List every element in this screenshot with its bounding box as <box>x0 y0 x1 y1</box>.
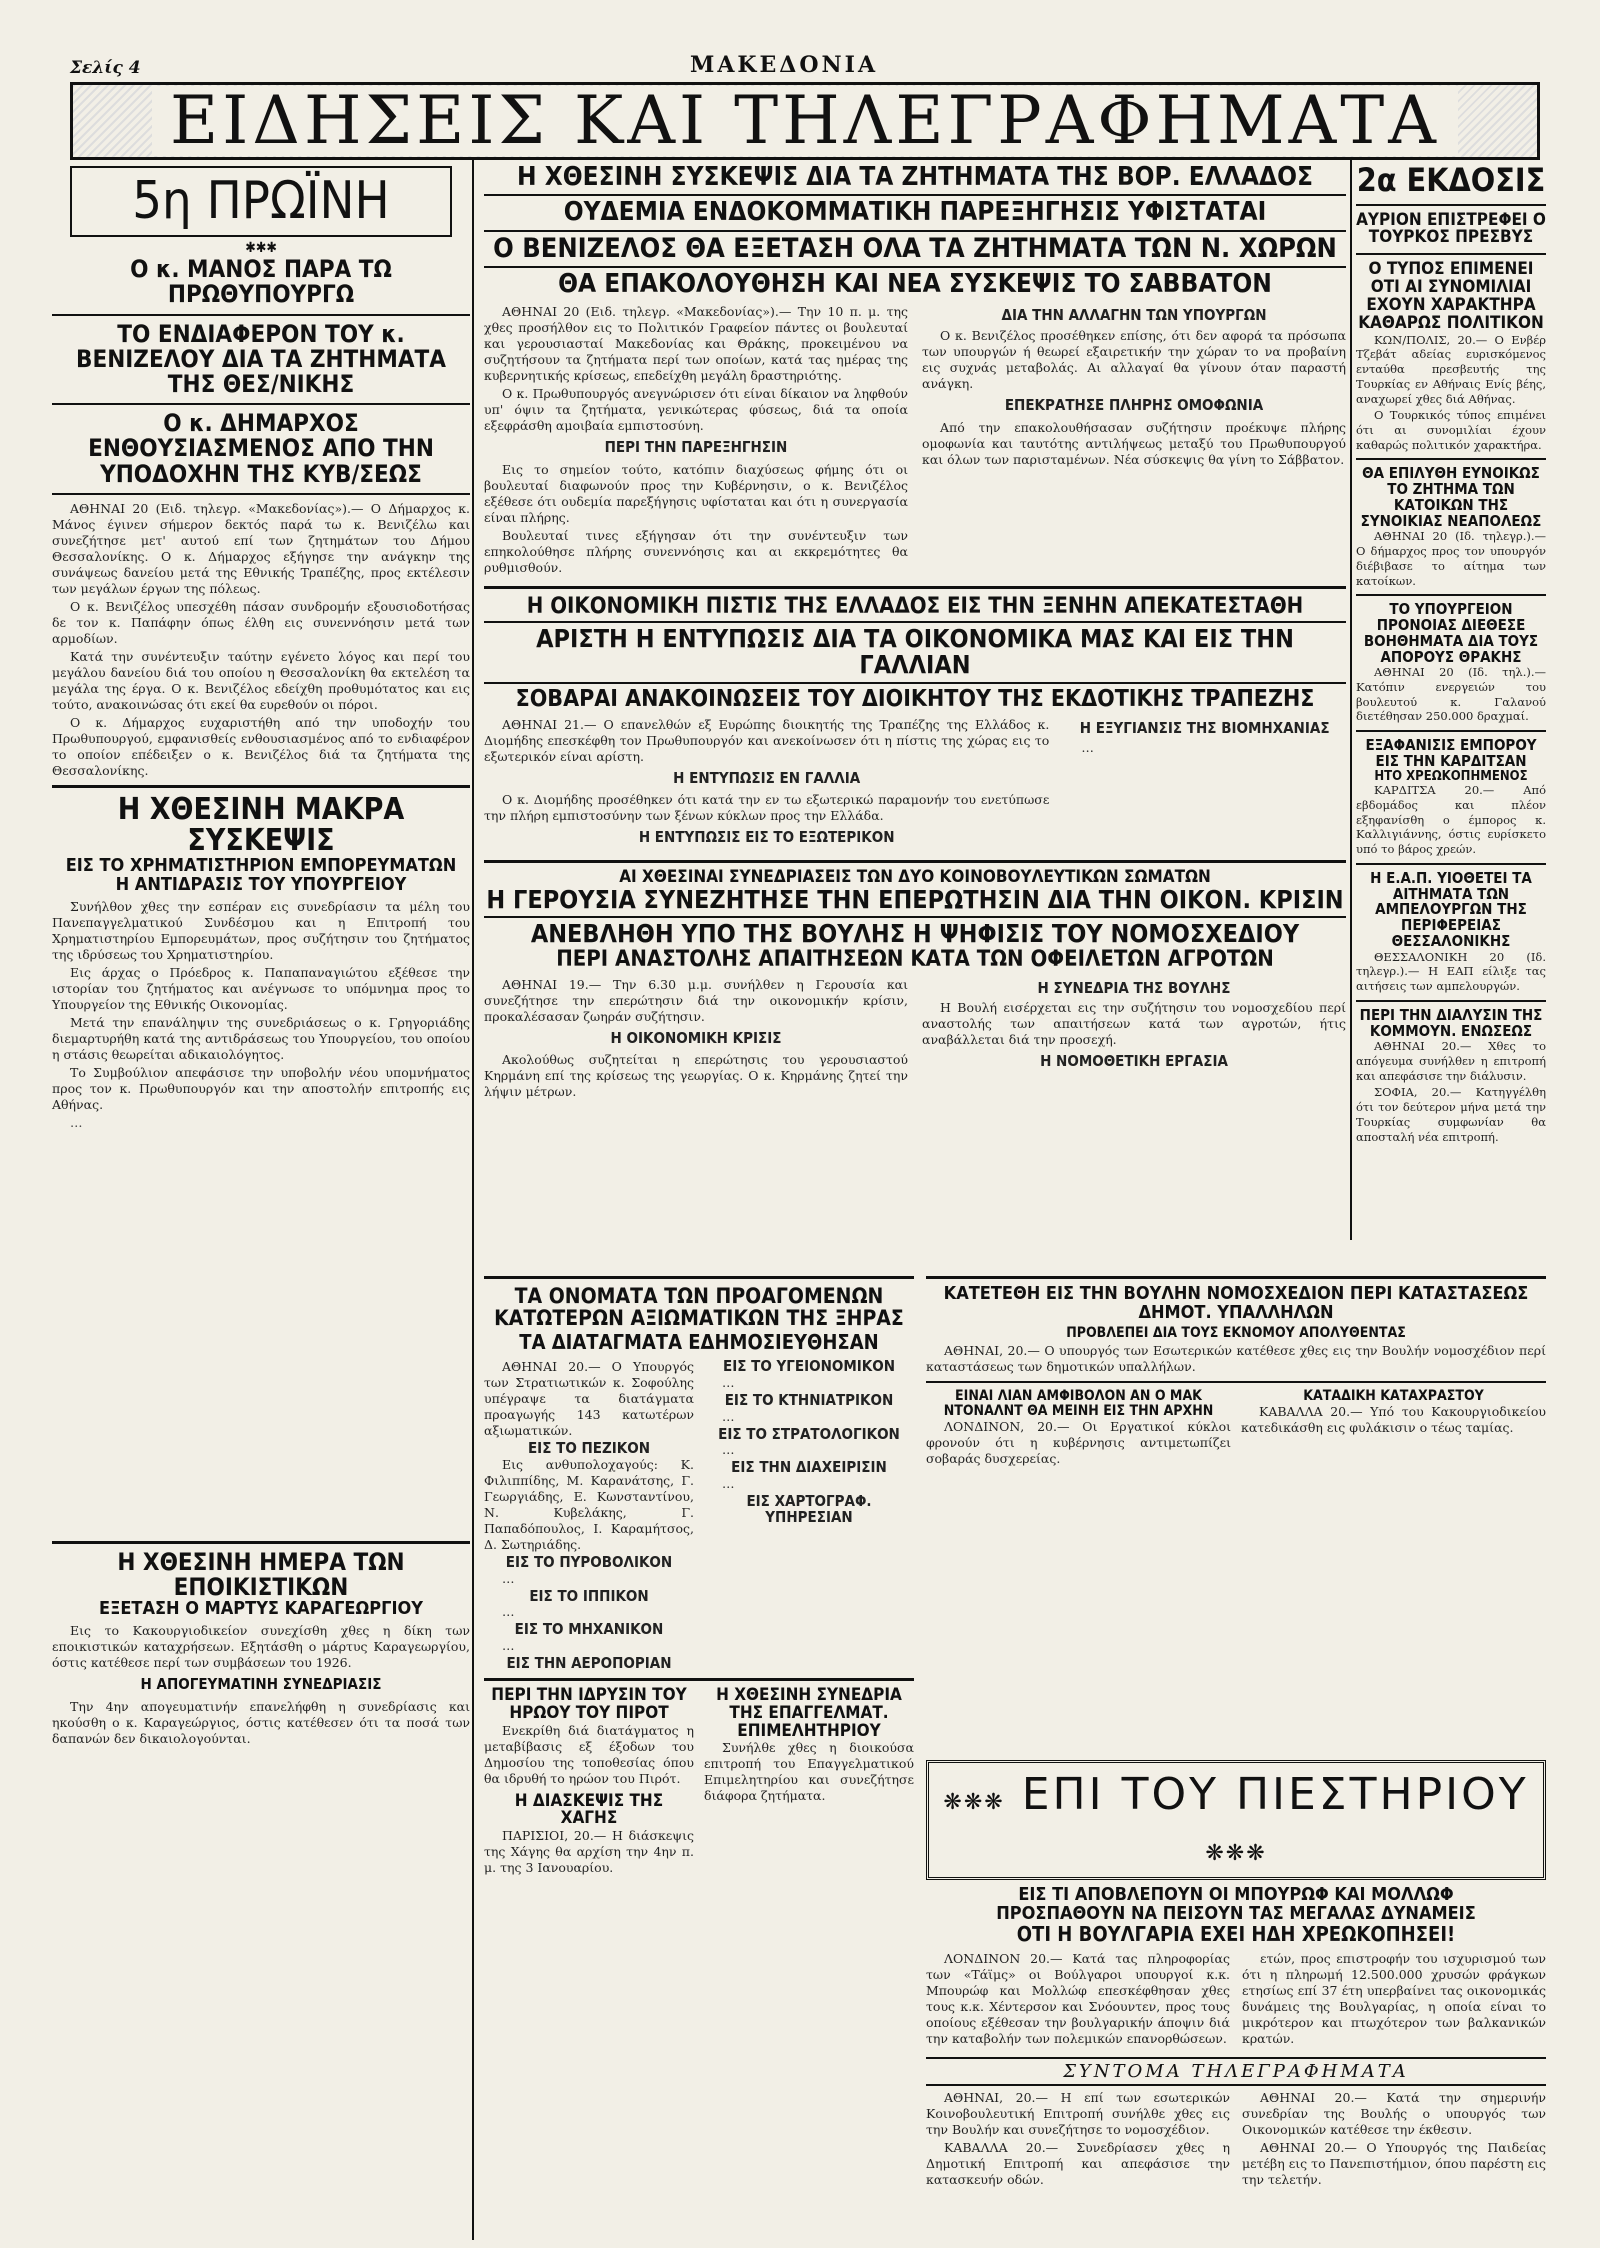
short-telegrams-header: ΣΥΝΤΟΜΑ ΤΗΛΕΓΡΑΦΗΜΑΤΑ <box>926 2057 1546 2086</box>
article-meeting-col2: ΔΙΑ ΤΗΝ ΑΛΛΑΓΗΝ ΤΩΝ ΥΠΟΥΡΓΩΝ Ο κ. Βενιζέλος προσέθηκεν επίσης, ότι δεν αφορά τα πρόσωπα των υπουργών ή θεωρεί εξαιρετικήν την χώραν το να προβαίνη εις συχνάς μεταβολάς. Αι αλλαγαί θα γίνουν όταν παραστή ανάγκη. ΕΠΕΚΡΑΤΗΣΕ ΠΛΗΡΗΣ ΟΜΟΦΩΝΙΑ Από την επακολουθήσασαν συζήτησιν προέκυψε πλήρης ομοφωνία και ταυτότης αντιλήψεως μεταξύ του Πρωθυπουργού και όλων των παρισταμένων. Νέα σύσκεψις θα γίνη το Σάββατον. <box>922 306 1346 467</box>
article-senate-col2: Η ΣΥΝΕΔΡΙΑ ΤΗΣ ΒΟΥΛΗΣ Η Βουλή εισέρχεται εις την συζήτησιν του νομοσχεδίου περί αναστολής των απαιτήσεων κατά των αγροτών, ήτις αναβάλλεται διά την προσεχή. Η ΝΟΜΟΘΕΤΙΚΗ ΕΡΓΑΣΙΑ <box>922 978 1346 1071</box>
headline-mayor: Ο κ. ΔΗΜΑΡΧΟΣ ΕΝΘΟΥΣΙΑΣΜΕΝΟΣ ΑΠΟ ΤΗΝ ΥΠΟΔΟΧΗΝ ΤΗΣ ΚΥΒ/ΣΕΩΣ <box>88 409 434 488</box>
article-credit-body: ΑΘΗΝΑΙ 21.— Ο επανελθών εξ Ευρώπης διοικητής της Τραπέζης της Ελλάδος κ. Διομήδης επεσκέφθη τον Πρωθυπουργόν και ανεκοίνωσεν ότι η πίστις της χώρας εις το εξωτερικόν είναι αρίστη. Η ΕΝΤΥΠΩΣΙΣ ΕΝ ΓΑΛΛΙΑ Ο κ. Διομήδης προσέθηκεν ότι κατά την εν τω εξωτερικώ παραμονήν του ενετύπωσε την πλήρη εμπιστοσύνην των ξένων κύκλων προς την Ελλάδα. Η ΕΝΤΥΠΩΣΙΣ ΕΙΣ ΤΟ ΕΞΩΤΕΡΙΚΟΝ <box>484 716 1050 847</box>
article-welfare: ΑΘΗΝΑΙ 20 (Ιδ. τηλ.).— Κατόπιν ενεργειών του βουλευτού κ. Γαλανού διετέθησαν 250.000 δραχμαί. <box>1356 665 1546 724</box>
headline-hague: Η ΔΙΑΣΚΕΨΙΣ ΤΗΣ ΧΑΓΗΣ <box>514 1790 664 1829</box>
headline-settlement-trial: Η ΧΘΕΣΙΝΗ ΗΜΕΡΑ ΤΩΝ ΕΠΟΙΚΙΣΤΙΚΩΝ <box>117 1547 405 1601</box>
article-embezzler: ΚΑΒΑΛΛΑ 20.— Υπό του Κακουργιοδικείου κατεδικάσθη εις φυλάκισιν ο τέως ταμίας. <box>1241 1404 1546 1436</box>
subhead-ministry-reaction: Η ΑΝΤΙΔΡΑΣΙΣ ΤΟΥ ΥΠΟΥΡΓΕΙΟΥ <box>115 873 407 895</box>
press-banner: ❋❋❋ ΕΠΙ ΤΟΥ ΠΙΕΣΤΗΡΙΟΥ ❋❋❋ <box>926 1760 1546 1880</box>
headline-promoted-officers: ΤΑ ΟΝΟΜΑΤΑ ΤΩΝ ΠΡΟΑΓΟΜΕΝΩΝ ΚΑΤΩΤΕΡΩΝ ΑΞΙΩΜΑΤΙΚΩΝ ΤΗΣ ΞΗΡΑΣ <box>494 1284 904 1331</box>
edition-2-label: 2α ΕΚΔΟΣΙΣ <box>1356 161 1546 199</box>
headline-chamber-meeting: Η ΧΘΕΣΙΝΗ ΣΥΝΕΔΡΙΑ ΤΗΣ ΕΠΑΓΓΕΛΜΑΤ. ΕΠΙΜΕΛΗΤΗΡΙΟΥ <box>716 1684 902 1741</box>
article-trial-body-2: Την 4ην απογευματινήν επανελήφθη η συνεδρίασις και ηκούσθη ο κ. Καραγεώργιος, όστις κατέθεσεν ότι τα ποσά των δαπανών δεν δικαιολογούνται. <box>52 1698 470 1746</box>
headline-municipal-employees: ΚΑΤΕΤΕΘΗ ΕΙΣ ΤΗΝ ΒΟΥΛΗΝ ΝΟΜΟΣΧΕΔΙΟΝ ΠΕΡΙ ΚΑΤΑΣΤΑΣΕΩΣ ΔΗΜΟΤ. ΥΠΑΛΛΗΛΩΝ <box>943 1283 1529 1323</box>
article-meeting-col1: ΑΘΗΝΑΙ 20 (Ειδ. τηλεγρ. «Μακεδονίας»).— Την 10 π. μ. της χθες προσήλθον εις το Πολιτικόν Γραφείον πάντες οι βουλευταί και γερουσιασταί Μακεδονίας και Θράκης, προκειμένου να συζητήσουν τα ζητήματα περί των οποίων, κατά τας ημέρας της κυβερνητικής κρίσεως, επεδείχθη μεγάλη δραστηριότης. Ο κ. Πρωθυπουργός ανεγνώρισεν ότι είναι δίκαιον να ληφθούν υπ' όψιν τα ζητήματα, γενικώτερας φύσεως, διά τα οποία εξεφράσθη αμοιβαία εμπιστοσύνη. ΠΕΡΙ ΤΗΝ ΠΑΡΕΞΗΓΗΣΙΝ Εις το σημείον τούτο, κατόπιν διαχύσεως φήμης ότι οι βουλευταί διαφωνούν προς την Κυβέρνησιν, ο κ. Βενιζέλος εξέθεσε ότι ουδεμία παρεξήγησις υφίσταται και ότι η συνεργασία είναι πλήρης. Βουλευταί τινες εξήγησαν ότι την συνέντευξιν των επηκολούθησε πλήρης συνεννόησις και αι εκκρεμότητες θα ρυθμισθούν. <box>484 304 908 575</box>
subhead-recruitment: ΕΙΣ ΤΟ ΣΤΡΑΤΟΛΟΓΙΚΟΝ <box>718 1424 900 1443</box>
headline-burov-mollov: ΕΙΣ ΤΙ ΑΠΟΒΛΕΠΟΥΝ ΟΙ ΜΠΟΥΡΩΦ ΚΑΙ ΜΟΛΛΩΦ <box>1018 1884 1454 1905</box>
headline-welfare-thrace: ΤΟ ΥΠΟΥΡΓΕΙΟΝ ΠΡΟΝΟΙΑΣ ΔΙΕΘΕΣΕ ΒΟΗΘΗΜΑΤΑ ΔΙΑ ΤΟΥΣ ΑΠΟΡΟΥΣ ΘΡΑΚΗΣ <box>1363 600 1539 666</box>
headline-communist-union: ΠΕΡΙ ΤΗΝ ΔΙΑΛΥΣΙΝ ΤΗΣ ΚΟΜΜΟΥΝ. ΕΝΩΣΕΩΣ <box>1359 1005 1543 1040</box>
headline-venizelos-interest: ΤΟ ΕΝΔΙΑΦΕΡΟΝ ΤΟΥ κ. ΒΕΝΙΖΕΛΟΥ ΔΙΑ ΤΑ ΖΗΤΗΜΑΤΑ ΤΗΣ ΘΕΣ/ΝΙΚΗΣ <box>75 319 446 399</box>
article-neapolis: ΑΘΗΝΑΙ 20 (Ιδ. τηλεγρ.).— Ο δήμαρχος προς τον υπουργόν διέβιβασε το αίτημα των κατοίκων. <box>1356 529 1546 588</box>
headline-stock-exchange: Η ΧΘΕΣΙΝΗ ΜΑΚΡΑ ΣΥΣΚΕΨΙΣ <box>117 791 405 859</box>
article-bulgaria-col2: ετών, προς επιστροφήν του ισχυρισμού των ότι η πληρωμή 12.500.000 χρυσών φράγκων ετησίως επί 37 έτη υπερβαίνει τας οικονομικάς δυνάμεις της Βουλγαρίας, η οποία είναι το μικρότερον και πτωχότερον των βαλκανικών κρατών. <box>1242 1950 1546 2046</box>
headline-great-powers: ΠΡΟΣΠΑΘΟΥΝ ΝΑ ΠΕΙΣΟΥΝ ΤΑΣ ΜΕΓΑΛΑΣ ΔΥΝΑΜΕΙΣ <box>996 1902 1476 1924</box>
headline-saturday-meeting: ΘΑ ΕΠΑΚΟΛΟΥΘΗΣΗ ΚΑΙ ΝΕΑ ΣΥΣΚΕΨΙΣ ΤΟ ΣΑΒΒΑΤΟΝ <box>558 268 1272 299</box>
subhead-legislative-work: Η ΝΟΜΟΘΕΤΙΚΗ ΕΡΓΑΣΙΑ <box>1040 1052 1228 1071</box>
article-karditsa: ΚΑΡΔΙΤΣΑ 20.— Από εβδομάδος και πλέον εξηφανίσθη ο έμπορος κ. Καλλιγιάννης, όστις ευρίσκετο υπό το βάρος χρεών. <box>1356 783 1546 857</box>
headline-embezzler: ΚΑΤΑΔΙΚΗ ΚΑΤΑΧΡΑΣΤΟΥ <box>1303 1388 1484 1405</box>
subhead-afternoon-session: Η ΑΠΟΓΕΥΜΑΤΙΝΗ ΣΥΝΕΔΡΙΑΣΙΣ <box>140 1674 382 1693</box>
article-senate-col1: ΑΘΗΝΑΙ 19.— Την 6.30 μ.μ. συνήλθεν η Γερουσία και συνεζήτησε την επερώτησιν διά την οικονομικήν κρίσιν, προκαλέσασαν ζωηράν συζήτησιν. Η ΟΙΚΟΝΟΜΙΚΗ ΚΡΙΣΙΣ Ακολούθως συζητείται η επερώτησις του γερουσιαστού Κηρμάνη επί της κρίσεως της γεωργίας. Ο κ. Κηρμάνης ζητεί την λήψιν μέτρων. <box>484 976 908 1100</box>
masthead-title: ΕΙΔΗΣΕΙΣ ΚΑΙ ΤΗΛΕΓΡΑΦΗΜΑΤΑ <box>152 86 1458 156</box>
subhead-economic-crisis: Η ΟΙΚΟΝΟΜΙΚΗ ΚΡΙΣΙΣ <box>610 1028 782 1047</box>
subhead-dismissed: ΠΡΟΒΛΕΠΕΙ ΔΙΑ ΤΟΥΣ ΕΚΝΟΜΟΥ ΑΠΟΛΥΘΕΝΤΑΣ <box>1066 1324 1406 1341</box>
article-manos-body: ΑΘΗΝΑΙ 20 (Ειδ. τηλεγρ. «Μακεδονίας»).— Ο Δήμαρχος κ. Μάνος έγινεν σήμερον δεκτός παρά τω κ. Βενιζέλω και συνεζήτησε μετ' αυτού επί των ζητημάτων του Δήμου Θεσσαλονίκης. Ο κ. Δήμαρχος εξήγησε την ανάγκην της συνάψεως δανείου μετά της Εθνικής Τραπέζης, προς εκτέλεσιν των μεγάλων έργων της πόλεως. Ο κ. Βενιζέλος υπεσχέθη πάσαν συνδρομήν εξουσιοδοτήσας δε τον κ. Παπάφην όπως έλθη εις συνεννόησιν μετά των αρμοδίων. Κατά την συνέντευξιν ταύτην εγένετο λόγος και περί του μεγάλου δανείου διά του οποίου η Θεσσαλονίκη θα εκτελέση τα μεγάλα της έργα. Ο κ. Βενιζέλος εδείχθη προθυμότατος και εις τούτο, ανακοινώσας ότι εκεί θα ευρεθούν οι πόροι. Ο κ. Δήμαρχος ευχαριστήθη από την υποδοχήν του Πρωθυπουργού, εμφανισθείς ενθουσιασμένος από το ενδιαφέρον το οποίον επέδειξεν ο κ. Βενιζέλος διά τα ζητήματα της Θεσσαλονίκης. <box>52 500 470 778</box>
headline-credit-restored: Η ΟΙΚΟΝΟΜΙΚΗ ΠΙΣΤΙΣ ΤΗΣ ΕΛΛΑΔΟΣ ΕΙΣ ΤΗΝ ΞΕΝΗΝ ΑΠΕΚΑΤΕΣΤΑΘΗ <box>526 593 1304 619</box>
subhead-medical: ΕΙΣ ΤΟ ΥΓΕΙΟΝΟΜΙΚΟΝ <box>722 1357 896 1376</box>
subhead-cartography: ΕΙΣ ΧΑΡΤΟΓΡΑΦ. ΥΠΗΡΕΣΙΑΝ <box>746 1492 872 1526</box>
article-filler-text: … <box>70 1114 83 1130</box>
subhead-misunderstanding: ΠΕΡΙ ΤΗΝ ΠΑΡΕΞΗΓΗΣΙΝ <box>604 438 788 457</box>
headline-macdonald: ΕΙΝΑΙ ΛΙΑΝ ΑΜΦΙΒΟΛΟΝ ΑΝ Ο ΜΑΚ ΝΤΟΝΑΛΝΤ ΘΑ ΜΕΙΝΗ ΕΙΣ ΤΗΝ ΑΡΧΗΝ <box>943 1388 1214 1420</box>
edition-box <box>70 166 452 237</box>
subhead-parliament-session: Η ΣΥΝΕΔΡΙΑ ΤΗΣ ΒΟΥΛΗΣ <box>1037 978 1231 997</box>
headline-winegrowers: Η Ε.Α.Π. ΥΙΟΘΕΤΕΙ ΤΑ ΑΙΤΗΜΑΤΑ ΤΩΝ ΑΜΠΕΛΟΥΡΓΩΝ ΤΗΣ ΠΕΡΙΦΕΡΕΙΑΣ ΘΕΣΣΑΛΟΝΙΚΗΣ <box>1370 868 1532 950</box>
article-turkish: ΚΩΝ/ΠΟΛΙΣ, 20.— Ο Ενβέρ Τζεβάτ αδείας ευρισκόμενος ενταύθα πρεσβευτής της Τουρκίας εν Αθήναις Ενίς βέης, αναχωρεί χθες διά Αθήνας. Ο Τουρκικός τύπος επιμένει ότι αι συνομιλίαι έχουν καθαρώς πολιτικόν χαρακτήρα. <box>1356 332 1546 452</box>
officers-section <box>484 1270 914 1878</box>
page-number: Σελίς 4 <box>70 58 141 78</box>
subhead-infantry: ΕΙΣ ΤΟ ΠΕΖΙΚΟΝ <box>527 1439 651 1458</box>
subhead-abroad: Η ΕΝΤΥΠΩΣΙΣ ΕΙΣ ΤΟ ΕΞΩΤΕΡΙΚΟΝ <box>638 828 895 847</box>
subhead-ministers-change: ΔΙΑ ΤΗΝ ΑΛΛΑΓΗΝ ΤΩΝ ΥΠΟΥΡΓΩΝ <box>1001 306 1267 325</box>
telegrams-col2: ΑΘΗΝΑΙ 20.— Κατά την σημερινήν συνεδρίαν της Βουλής ο υπουργός των Οικονομικών κατέθεσε την έκθεσιν. ΑΘΗΝΑΙ 20.— Ο Υπουργός της Παιδείας μετέβη εις το Πανεπιστήμιον, όπου παρέστη εις την τελετήν. <box>1242 2089 1546 2187</box>
headline-no-misunderstanding: ΟΥΔΕΜΙΑ ΕΝΔΟΚΟΜΜΑΤΙΚΗ ΠΑΡΕΞΗΓΗΣΙΣ ΥΦΙΣΤΑΤΑΙ <box>563 197 1267 228</box>
headline-bill-postponed: ΑΝΕΒΛΗΘΗ ΥΠΟ ΤΗΣ ΒΟΥΛΗΣ Η ΨΗΦΙΣΙΣ ΤΟΥ ΝΟΜΟΣΧΕΔΙΟΥ <box>530 919 1300 949</box>
article-municipal: ΑΘΗΝΑΙ, 20.— Ο υπουργός των Εσωτερικών κατέθεσε χθες εις την Βουλήν νομοσχέδιον περί καταστάσεως των δημοτικών υπαλλήλων. <box>926 1343 1546 1375</box>
telegrams-col1: ΑΘΗΝΑΙ, 20.— Η επί των εσωτερικών Κοινοβουλευτική Επιτροπή συνήλθε χθες εις την Βουλήν και συνεζήτησε το νομοσχέδιον. ΚΑΒΑΛΛΑ 20.— Συνεδρίασεν χθες η Δημοτική Επιτροπή και απεφάσισε την κατασκευήν οδών. <box>926 2089 1230 2187</box>
article-trial-body: Εις το Κακουργιοδικείον συνεχίσθη χθες η δίκη των εποικιστικών καταχρήσεων. Εξητάσθη ο μάρτυς Καραγεωργίου, όστις κατέθεσε περί των συμβάσεων του 1926. <box>52 1622 470 1670</box>
headline-merchant-karditsa: ΕΞΑΦΑΝΙΣΙΣ ΕΜΠΟΡΟΥ ΕΙΣ ΤΗΝ ΚΑΡΔΙΤΣΑΝ <box>1365 736 1537 770</box>
subhead-artillery: ΕΙΣ ΤΟ ΠΥΡΟΒΟΛΙΚΟΝ <box>505 1552 673 1571</box>
subhead-industry: Η ΕΞΥΓΙΑΝΣΙΣ ΤΗΣ ΒΙΟΜΗΧΑΝΙΑΣ <box>1079 718 1330 737</box>
column-rule-left <box>472 160 474 2240</box>
article-winegrowers: ΘΕΣΣΑΛΟΝΙΚΗ 20 (Ιδ. τηλεγρ.).— Η ΕΑΠ είλιξε τας αιτήσεις των αμπελουργών. <box>1356 949 1546 994</box>
masthead <box>70 82 1540 160</box>
article-stock-exchange-body: Συνήλθον χθες την εσπέραν εις συνεδρίασιν τα μέλη του Πανεπαγγελματικού Συνδέσμου και η Επιτροπή του Χρηματιστηρίου Εμπορευμάτων, προς συζήτησιν του ζητήματος της ιδρύσεως του Χρηματιστηρίου. Εις άρχας ο Πρόεδρος κ. Παπαπαναγιώτου εξέθεσε την ιστορίαν του ζητήματος και ανέγνωσε το υπόμνημα προς το Υπουργείον της Εθνικής Οικονομίας. Μετά την επανάληψιν της συνεδριάσεως ο κ. Γρηγοριάδης διεμαρτυρήθη κατά της αντιδράσεως του Υπουργείου, του οποίου η στάσις θεωρείται αδικαιολόγητος. Το Συμβούλιον απεφάσισε την υποβολήν νέου υπομνήματος προς τον κ. Πρωθυπουργόν και την αποστολήν επιτροπής εις Αθήνας. <box>52 898 470 1112</box>
headline-france-impression: ΑΡΙΣΤΗ Η ΕΝΤΥΠΩΣΙΣ ΔΙΑ ΤΑ ΟΙΚΟΝΟΜΙΚΑ ΜΑΣ ΚΑΙ ΕΙΣ ΤΗΝ ΓΑΛΛΙΑΝ <box>536 624 1294 680</box>
top-bar <box>70 50 1540 80</box>
subhead-unanimity: ΕΠΕΚΡΑΤΗΣΕ ΠΛΗΡΗΣ ΟΜΟΦΩΝΙΑ <box>1004 395 1264 414</box>
headline-turkish-ambassador: ΑΥΡΙΟΝ ΕΠΙΣΤΡΕΦΕΙ Ο ΤΟΥΡΚΟΣ ΠΡΕΣΒΥΣ <box>1356 209 1546 248</box>
article-communist: ΑΘΗΝΑΙ 20.— Χθες το απόγευμα συνήλθεν η επιτροπή και απεφάσισε την διάλυσιν. ΣΟΦΙΑ, 20.— Κατηγγέλθη ότι τον δεύτερον μήνα μετά την Τουρκίας συμφωνίαν θα αποσταλή νέα επιτροπή. <box>1356 1039 1546 1144</box>
headline-farmers-debts: ΠΕΡΙ ΑΝΑΣΤΟΛΗΣ ΑΠΑΙΤΗΣΕΩΝ ΚΑΤΑ ΤΩΝ ΟΦΕΙΛΕΤΩΝ ΑΓΡΟΤΩΝ <box>556 946 1274 972</box>
officers-col2: ΕΙΣ ΤΟ ΥΓΕΙΟΝΟΜΙΚΟΝ … ΕΙΣ ΤΟ ΚΤΗΝΙΑΤΡΙΚΟΝ … ΕΙΣ ΤΟ ΣΤΡΑΤΟΛΟΓΙΚΟΝ … ΕΙΣ ΤΗΝ ΔΙΑΧΕΙΡΙΣΙΝ … ΕΙΣ ΧΑΡΤΟΓΡΑΦ. ΥΠΗΡΕΣΙΑΝ <box>704 1359 914 1672</box>
headline-parliament-sessions: ΑΙ ΧΘΕΣΙΝΑΙ ΣΥΝΕΔΡΙΑΣΕΙΣ ΤΩΝ ΔΥΟ ΚΟΙΝΟΒΟΥΛΕΥΤΙΚΩΝ ΣΩΜΑΤΩΝ <box>619 867 1211 888</box>
right-column <box>1356 161 1546 1146</box>
edition-label: 5η ΠΡΩΪΝΗ <box>132 171 390 231</box>
headline-turkish-press: Ο ΤΥΠΟΣ ΕΠΙΜΕΝΕΙ ΟΤΙ ΑΙ ΣΥΝΟΜΙΛΙΑΙ ΕΧΟΥΝ ΧΑΡΑΚΤΗΡΑ ΚΑΘΑΡΩΣ ΠΟΛΙΤΙΚΟΝ <box>1358 259 1544 333</box>
headline-bank-governor: ΣΟΒΑΡΑΙ ΑΝΑΚΟΙΝΩΣΕΙΣ ΤΟΥ ΔΙΟΙΚΗΤΟΥ ΤΗΣ ΕΚΔΟΤΙΚΗΣ ΤΡΑΠΕΖΗΣ <box>515 685 1315 712</box>
subhead-administration: ΕΙΣ ΤΗΝ ΔΙΑΧΕΙΡΙΣΙΝ <box>731 1458 887 1477</box>
subhead-bankrupt: ΗΤΟ ΧΡΕΩΚΟΠΗΜΕΝΟΣ <box>1374 768 1528 784</box>
subhead-witness: ΕΞΕΤΑΣΗ Ο ΜΑΡΤΥΣ ΚΑΡΑΓΕΩΡΓΙΟΥ <box>99 1597 423 1619</box>
officers-col1: ΑΘΗΝΑΙ 20.— Ο Υπουργός των Στρατιωτικών κ. Σοφούλης υπέγραψε τα διατάγματα προαγωγής 143 κατωτέρων αξιωματικών. ΕΙΣ ΤΟ ΠΕΖΙΚΟΝ Εις ανθυπολοχαγούς: Κ. Φιλιππίδης, Μ. Καρανάτσης, Γ. Γεωργιάδης, Ε. Κωνσταντίνου, Ν. Κυβελάκης, Γ. Παπαδόπουλος, Ι. Καραμήτσος, Δ. Σωτηριάδης. ΕΙΣ ΤΟ ΠΥΡΟΒΟΛΙΚΟΝ … ΕΙΣ ΤΟ ΙΠΠΙΚΟΝ … ΕΙΣ ΤΟ ΜΗΧΑΝΙΚΟΝ … ΕΙΣ ΤΗΝ ΑΕΡΟΠΟΡΙΑΝ <box>484 1359 694 1673</box>
subhead-cavalry: ΕΙΣ ΤΟ ΙΠΠΙΚΟΝ <box>529 1586 649 1605</box>
headline-north-greece: Η ΧΘΕΣΙΝΗ ΣΥΣΚΕΨΙΣ ΔΙΑ ΤΑ ΖΗΤΗΜΑΤΑ ΤΗΣ ΒΟΡ. ΕΛΛΑΔΟΣ <box>517 162 1313 192</box>
headline-pirot-monument: ΠΕΡΙ ΤΗΝ ΙΔΡΥΣΙΝ ΤΟΥ ΗΡΩΟΥ ΤΟΥ ΠΙΡΟΤ <box>491 1684 687 1723</box>
article-chamber: Συνήλθε χθες η διοικούσα επιτροπή του Επαγγελματικού Επιμελητηρίου και συνεζήτησε διάφορα ζητήματα. <box>704 1740 914 1804</box>
article-bulgaria-col1: ΛΟΝΔΙΝΟΝ 20.— Κατά τας πληροφορίας των «Τάϊμς» οι Βούλγαροι υπουργοί κ.κ. Μπουρώφ και Μολλώφ επεσκέφθησαν χθες τους κ.κ. Χέντερσον και Σνόουντεν, προς τους οποίους εξέθεσαν την βουλγαρικήν άποψιν διά την καταβολήν των πολεμικών επανορθώσεων. <box>926 1950 1230 2046</box>
center-column <box>484 164 1346 1102</box>
headline-venizelos-new-lands: Ο ΒΕΝΙΖΕΛΟΣ ΘΑ ΕΞΕΤΑΣΗ ΟΛΑ ΤΑ ΖΗΤΗΜΑΤΑ ΤΩΝ Ν. ΧΩΡΩΝ <box>493 232 1337 264</box>
article-macdonald: ΛΟΝΔΙΝΟΝ, 20.— Οι Εργατικοί κύκλοι φρονούν ότι η κυβέρνησις αντιμετωπίζει σοβαράς δυσχερείας. <box>926 1418 1231 1466</box>
article-pirot: Ενεκρίθη διά διατάγματος η μεταβίβασις εξ έξοδων του Δημοσίου της τοποθεσίας όπου θα ιδρυθή το ηρώον του Πιρότ. <box>484 1722 694 1786</box>
subhead-aviation: ΕΙΣ ΤΗΝ ΑΕΡΟΠΟΡΙΑΝ <box>506 1654 672 1673</box>
subhead-france: Η ΕΝΤΥΠΩΣΙΣ ΕΝ ΓΑΛΛΙΑ <box>673 768 861 787</box>
column-rule-right <box>1350 160 1352 1240</box>
headline-senate: Η ΓΕΡΟΥΣΙΑ ΣΥΝΕΖΗΤΗΣΕ ΤΗΝ ΕΠΕΡΩΤΗΣΙΝ ΔΙΑ ΤΗΝ ΟΙΚΟΝ. ΚΡΙΣΙΝ <box>486 885 1344 915</box>
headline-bulgaria-bankrupt: ΟΤΙ Η ΒΟΥΛΓΑΡΙΑ ΕΧΕΙ ΗΔΗ ΧΡΕΩΚΟΠΗΣΕΙ! <box>1016 1921 1456 1946</box>
subhead-engineers: ΕΙΣ ΤΟ ΜΗΧΑΝΙΚΟΝ <box>514 1620 664 1639</box>
article-hague: ΠΑΡΙΣΙΟΙ, 20.— Η διάσκεψις της Χάγης θα αρχίση την 4ην π. μ. της 3 Ιανουαρίου. <box>484 1828 694 1876</box>
newspaper-name: ΜΑΚΕΔΟΝΙΑ <box>690 52 879 78</box>
press-banner-title: ΕΠΙ ΤΟΥ ΠΙΕΣΤΗΡΙΟΥ <box>1021 1769 1529 1820</box>
left-column: 5η ΠΡΩΪΝΗ ✱✱✱ Ο κ. ΜΑΝΟΣ ΠΑΡΑ ΤΩ ΠΡΩΘΥΠΟΥΡΓΩ ΤΟ ΕΝΔΙΑΦΕΡΟΝ ΤΟΥ κ. ΒΕΝΙΖΕΛΟΥ ΔΙΑ ΤΑ ΖΗΤΗΜΑΤΑ ΤΗΣ ΘΕΣ/ΝΙΚΗΣ Ο κ. ΔΗΜΑΡΧΟΣ ΕΝΘΟΥΣΙΑΣΜΕΝΟΣ ΑΠΟ ΤΗΝ ΥΠΟΔΟΧΗΝ ΤΗΣ ΚΥΒ/ΣΕΩΣ ΑΘΗΝΑΙ 20 (Ειδ. τηλεγρ. «Μακεδονίας»).— Ο Δήμαρχος κ. Μάνος έγινεν σήμερον δεκτός παρά τω κ. Βενιζέλω και συνεζήτησε μετ' αυτού επί των ζητημάτων του Δήμου Θεσσαλονίκης. Ο κ. Δήμαρχος εξήγησε την ανάγκην της συνάψεως δανείου μετά της Εθνικής Τραπέζης, προς εκτέλεσιν των μεγάλων έργων της πόλεως. Ο κ. Βενιζέλος υπεσχέθη πάσαν συνδρομήν εξουσιοδοτήσας δε τον κ. Παπάφην όπως έλθη εις συνεννόησιν μετά των αρμοδίων. Κατά την συνέντευξιν ταύτην εγένετο λόγος και περί του μεγάλου δανείου διά του οποίου η Θεσσαλονίκη θα εκτελέση τα μεγάλα της έργα. Ο κ. Βενιζέλος εδείχθη προθυμότατος και εις τούτο, ανακοινώσας ότι εκεί θα ευρεθούν οι πόροι. Ο κ. Δήμαρχος ευχαριστήθη από την υποδοχήν του Πρωθυπουργού, εμφανισθείς ενθουσιασμένος από το ενδιαφέρον το οποίον επέδειξεν ο κ. Βενιζέλος διά τα ζητήματα της Θεσσαλονίκης. Η ΧΘΕΣΙΝΗ ΜΑΚΡΑ ΣΥΣΚΕΨΙΣ ΕΙΣ ΤΟ ΧΡΗΜΑΤΙΣΤΗΡΙΟΝ ΕΜΠΟΡΕΥΜΑΤΩΝ Η ΑΝΤΙΔΡΑΣΙΣ ΤΟΥ ΥΠΟΥΡΓΕΙΟΥ Συνήλθον χθες την εσπέραν εις συνεδρίασιν τα μέλη του Πανεπαγγελματικού Συνδέσμου και η Επιτροπή του Χρηματιστηρίου Εμπορευμάτων, προς συζήτησιν του ζητήματος της ιδρύσεως του Χρηματιστηρίου. Εις άρχας ο Πρόεδρος κ. Παπαπαναγιώτου εξέθεσε την ιστορίαν του ζητήματος και ανέγνωσε το υπόμνημα προς το Υπουργείον της Εθνικής Οικονομίας. Μετά την επανάληψιν της συνεδριάσεως ο κ. Γρηγοριάδης διεμαρτυρήθη κατά της αντιδράσεως του Υπουργείου, του οποίου η στάσις θεωρείται αδικαιολόγητος. Το Συμβούλιον απεφάσισε την υποβολήν νέου υπομνήματος προς τον κ. Πρωθυπουργόν και την αποστολήν επιτροπής εις Αθήνας. … Η ΧΘΕΣΙΝΗ ΗΜΕΡΑ ΤΩΝ ΕΠΟΙΚΙΣΤΙΚΩΝ ΕΞΕΤΑΣΗ Ο ΜΑΡΤΥΣ ΚΑΡΑΓΕΩΡΓΙΟΥ Εις το Κακουργιοδικείον συνεχίσθη χθες η δίκη των εποικιστικών καταχρήσεων. Εξητάσθη ο μάρτυς Καραγεωργίου, όστις κατέθεσε περί των συμβάσεων του 1926. Η ΑΠΟΓΕΥΜΑΤΙΝΗ ΣΥΝΕΔΡΙΑΣΙΣ Την 4ην απογευματινήν επανελήφθη η συνεδρίασις και ηκούσθη ο κ. Καραγεώργιος, όστις κατέθεσεν ότι τα ποσά των δαπανών δεν δικαιολογούνται. <box>52 166 470 1749</box>
subhead-decrees: ΤΑ ΔΙΑΤΑΓΜΑΤΑ ΕΔΗΜΟΣΙΕΥΘΗΣΑΝ <box>519 1330 879 1355</box>
right-lower-section <box>926 1270 1546 1469</box>
article-industry: Η ΕΞΥΓΙΑΝΣΙΣ ΤΗΣ ΒΙΟΜΗΧΑΝΙΑΣ … <box>1063 717 1346 853</box>
headline-manos: Ο κ. ΜΑΝΟΣ ΠΑΡΑ ΤΩ ΠΡΩΘΥΠΟΥΡΓΩ <box>130 255 392 309</box>
subhead-veterinary: ΕΙΣ ΤΟ ΚΤΗΝΙΑΤΡΙΚΟΝ <box>724 1390 894 1409</box>
headline-neapolis: ΘΑ ΕΠΙΛΥΘΗ ΕΥΝΟΙΚΩΣ ΤΟ ΖΗΤΗΜΑ ΤΩΝ ΚΑΤΟΙΚΩΝ ΤΗΣ ΣΥΝΟΙΚΙΑΣ ΝΕΑΠΟΛΕΩΣ <box>1360 464 1542 530</box>
press-section <box>926 1760 1546 2190</box>
subhead-stock-exchange: ΕΙΣ ΤΟ ΧΡΗΜΑΤΙΣΤΗΡΙΟΝ ΕΜΠΟΡΕΥΜΑΤΩΝ <box>65 854 457 876</box>
